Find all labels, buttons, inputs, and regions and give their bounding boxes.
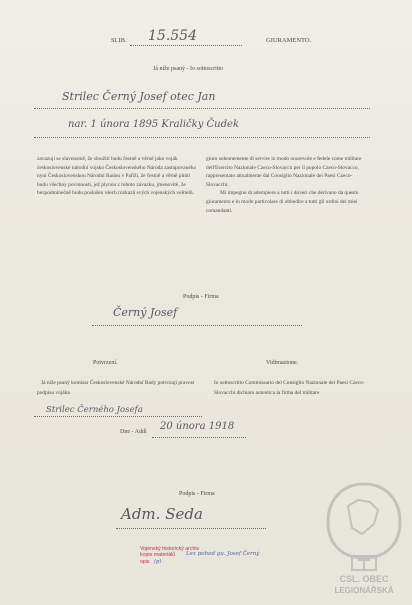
seal-text-top: CSL. OBEC: [339, 574, 389, 584]
archive-stamp-line2: kopie materiálů: [140, 552, 176, 559]
italian-oath-text: giuro solennemente di servire in modo onorevole e fedele come militare dell'Esercito Nazionale Czeco-Slovacco per il popolo Czeco-Slovacco, rappresentato attualmente dal Consiglio Nazionale dei Paesi Czeco-Slovacchi. Mi impegno di adempiere a tutti i doveri che derivano da questo giuramento e in modo particolare di obbedire a tutti gli ordini dei miei comandanti.: [206, 156, 362, 214]
date-label: Dne - Addì: [120, 429, 147, 435]
confirmation-left-line: [34, 416, 202, 417]
archive-stamp-line1: Vojenský historický archiv: [140, 546, 200, 552]
birth-line: [34, 137, 370, 138]
archive-stamp: [140, 546, 260, 565]
archive-stamp-pen-note: Lex pohod gu. Josef Černý: [186, 551, 260, 558]
signature-handwritten: Černý Josef: [113, 306, 178, 319]
czech-oath-text: zavazuji se slavnostně, že sloužiti budu čestně a věrně jako voják československé národní vojsko Československého Národa zastupovaného nyní Československou Národní Radou v Paříži, že čestně a věrně plniti budu všechny povinnosti, jež plynou z tohoto závazku, jmenovitě, že bezpodmínečně budu poslušen všech rozkazů svých vojenských velitelů.: [37, 156, 197, 197]
signature2-handwritten: Adm. Seda: [121, 505, 203, 523]
name-handwritten: Strilec Černý Josef otec Jan: [62, 90, 216, 103]
archive-stamp-pen-note2: (p): [153, 558, 162, 565]
oath-intro: Já níže psaný - Io sottoscritto: [153, 66, 224, 72]
confirmation-left-handwritten: Strilec Černého Josefa: [46, 405, 143, 415]
name-line: [34, 108, 370, 109]
header-number: 15.554: [148, 28, 197, 44]
signature2-line: [116, 528, 266, 529]
header-slib-label: SLIB.: [111, 37, 127, 44]
date-line: [152, 437, 246, 438]
archive-stamp-line3: opis: [140, 558, 150, 565]
confirmation-left-text: Já níže psaný komisar Československé Národní Rady potvrzuji pravost podpisu vojáka: [37, 380, 195, 396]
legion-seal-watermark: [318, 478, 410, 600]
signature2-label: Podpis - Firma: [179, 491, 215, 497]
header-giuramento-label: GIURAMENTO.: [266, 37, 312, 44]
birth-handwritten: nar. 1 února 1895 Kraličky Čudek: [68, 119, 240, 130]
seal-text-bottom: LEGIONÁŘSKÁ: [334, 586, 394, 595]
signature-line: [92, 325, 302, 326]
signature-label: Podpis - Firma: [183, 294, 219, 300]
confirmation-left-title: Potvrzení.: [93, 360, 118, 366]
date-handwritten: 20 února 1918: [160, 421, 235, 432]
confirmation-right-text: Io sottoscritto Commissario del Consiglio Nazionale dei Paesi Czeco-Slovacchi dichiaro autentica la firma del militare: [214, 380, 365, 396]
confirmation-right-title: Vidimazione.: [266, 360, 299, 366]
header-number-line: [130, 45, 242, 46]
legion-seal-icon: [318, 478, 410, 600]
